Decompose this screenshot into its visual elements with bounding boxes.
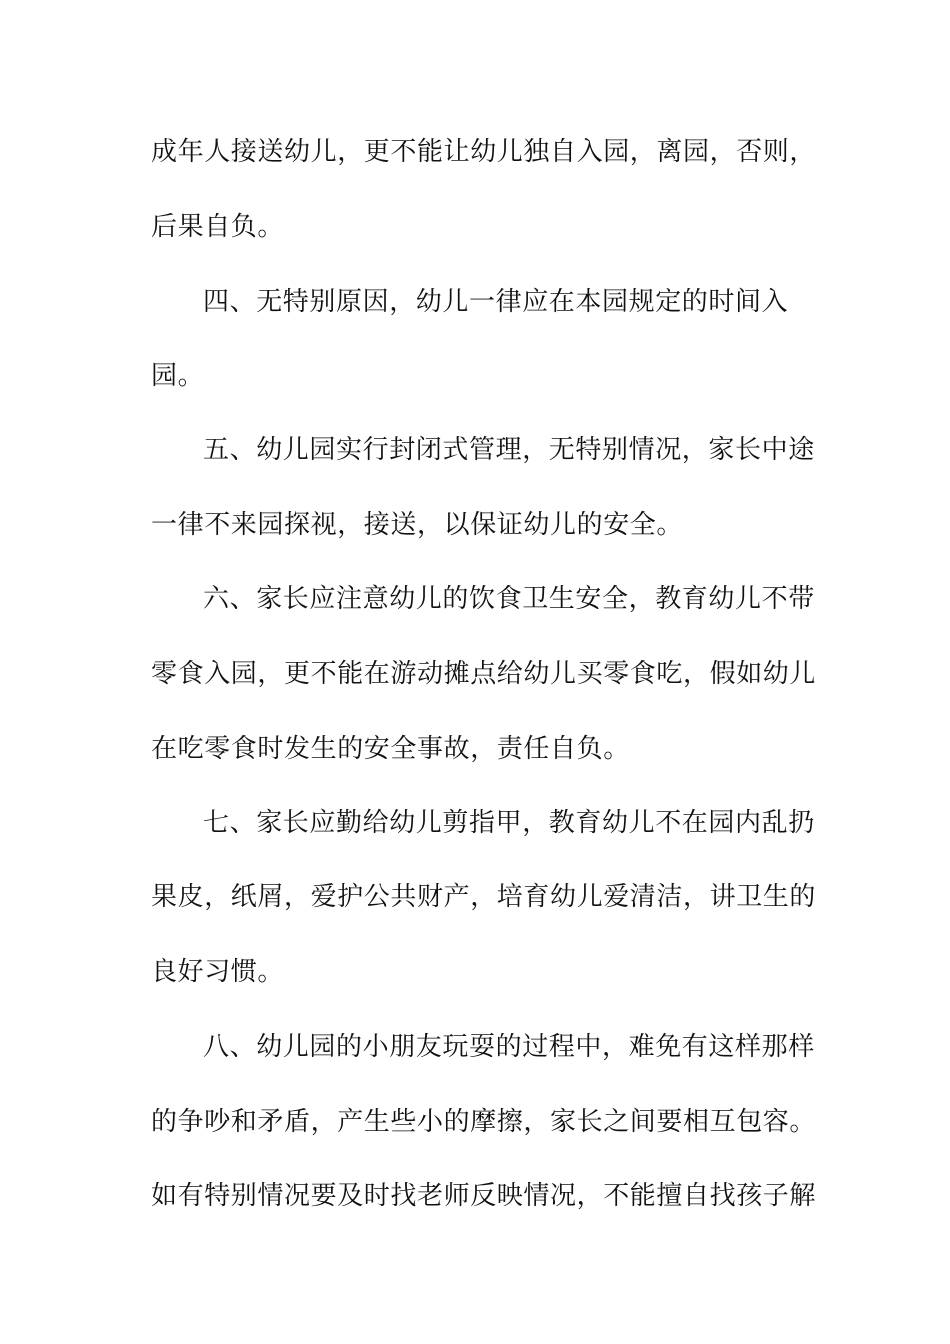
text-line: 的争吵和矛盾，产生些小的摩擦，家长之间要相互包容。 xyxy=(151,1107,817,1137)
text-line: 一律不来园探视，接送，以保证幼儿的安全。 xyxy=(151,510,684,540)
text-line: 良好习惯。 xyxy=(151,957,285,987)
paragraph-8-first-line: 八、幼儿园的小朋友玩耍的过程中，难免有这样那样 xyxy=(203,1032,815,1062)
paragraph-4-first-line: 四、无特别原因，幼儿一律应在本园规定的时间入 xyxy=(203,287,789,317)
text-line: 果皮，纸屑，爱护公共财产，培育幼儿爱清洁，讲卫生的 xyxy=(151,882,817,912)
paragraph-5-first-line: 五、幼儿园实行封闭式管理，无特别情况，家长中途 xyxy=(203,435,815,465)
text-line: 如有特别情况要及时找老师反映情况，不能擅自找孩子解 xyxy=(151,1181,817,1211)
text-line: 后果自负。 xyxy=(151,212,285,242)
text-line: 在吃零食时发生的安全事故，责任自负。 xyxy=(151,734,630,764)
text-line: 园。 xyxy=(151,361,205,391)
text-line: 零食入园，更不能在游动摊点给幼儿买零食吃，假如幼儿 xyxy=(151,659,817,689)
paragraph-6-first-line: 六、家长应注意幼儿的饮食卫生安全，教育幼儿不带 xyxy=(203,584,815,614)
text-line: 成年人接送幼儿，更不能让幼儿独自入园，离园，否则， xyxy=(151,137,817,167)
paragraph-7-first-line: 七、家长应勤给幼儿剪指甲，教育幼儿不在园内乱扔 xyxy=(203,808,815,838)
